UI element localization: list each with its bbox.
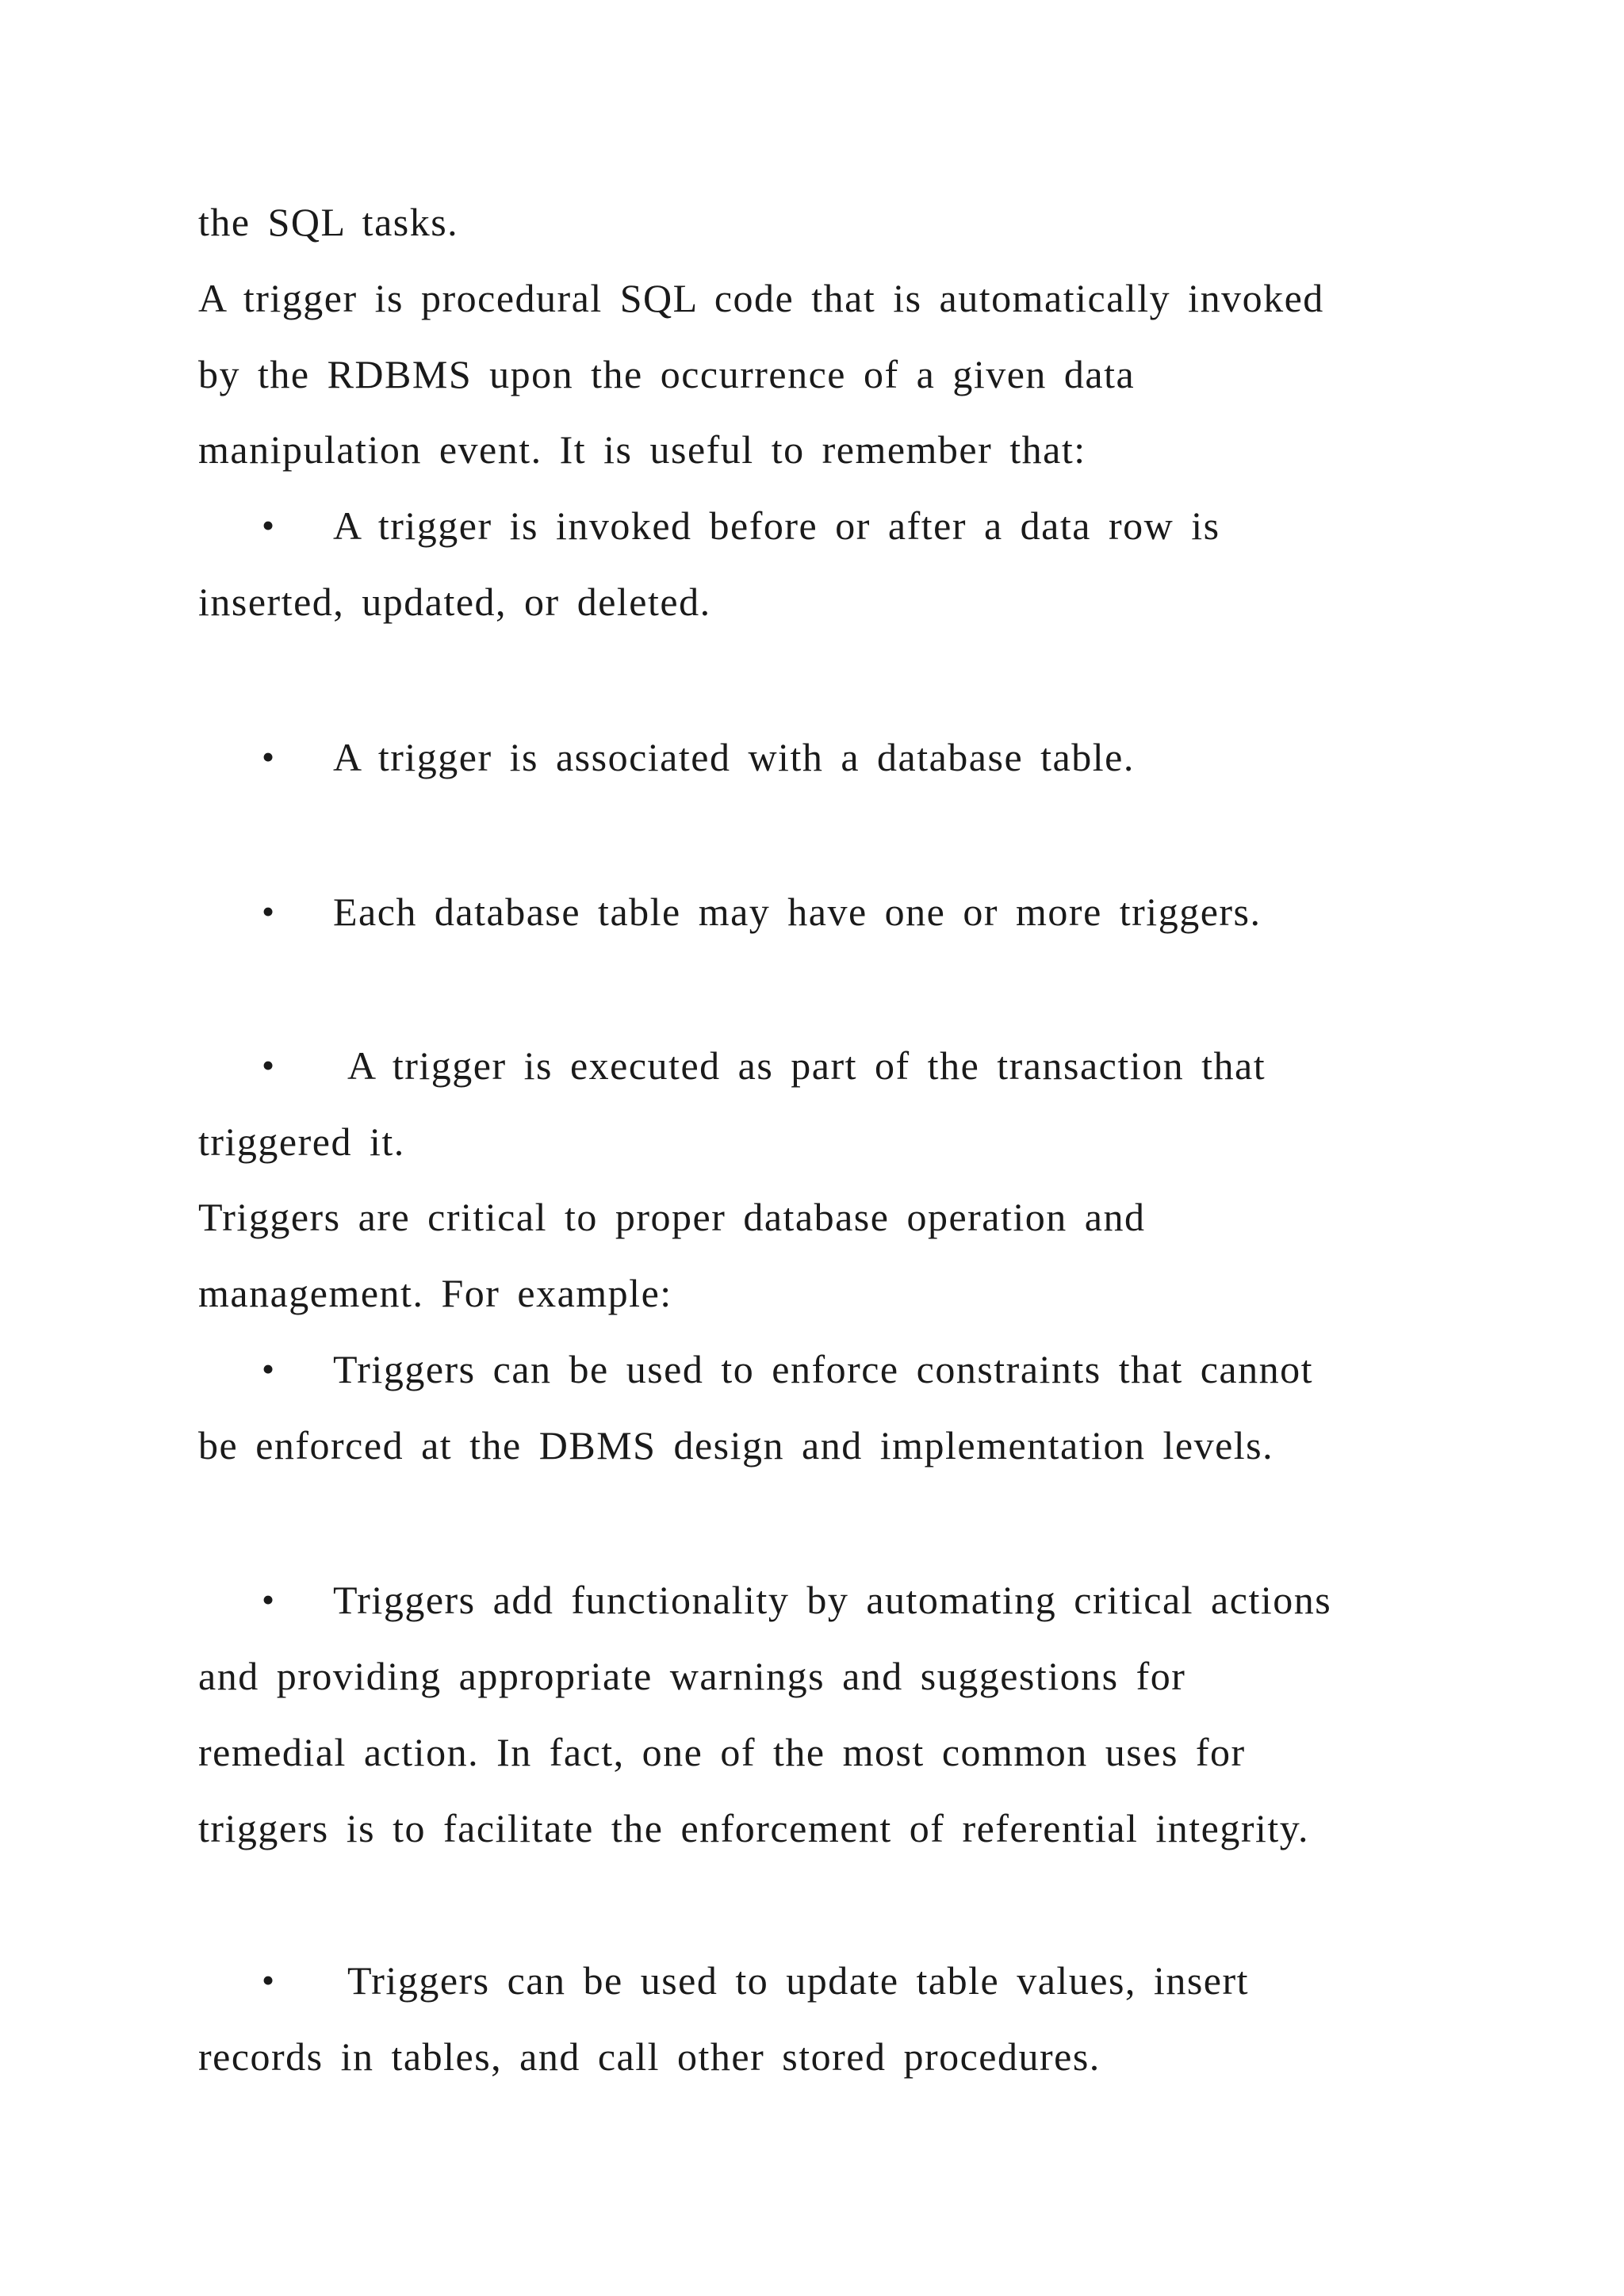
list-item-text: A trigger is invoked before or after a data row is [333,503,1220,548]
bullet-icon: • [262,737,275,777]
bullet-icon: • [262,1960,275,2000]
text-line: A trigger is procedural SQL code that is automatically invoked [198,276,1324,320]
list-item-text: Triggers can be used to enforce constraints that cannot [333,1347,1314,1391]
text-line: by the RDBMS upon the occurrence of a given data [198,352,1136,396]
list-item-continuation: triggers is to facilitate the enforcement of referential integrity. [198,1806,1309,1850]
list-item-text: A trigger is associated with a database table. [333,735,1135,779]
bullet-icon: • [262,891,275,932]
text-line: management. For example: [198,1271,672,1315]
bullet-icon: • [262,1579,275,1620]
list-item-text: Triggers can be used to update table values, insert [347,1958,1250,2003]
list-item-text: A trigger is executed as part of the transaction that [347,1043,1266,1088]
list-item-continuation: and providing appropriate warnings and suggestions for [198,1654,1186,1698]
bullet-icon: • [262,1045,275,1085]
list-item-continuation: remedial action. In fact, one of the most common uses for [198,1730,1246,1774]
list-item-text: Each database table may have one or more triggers. [333,890,1262,934]
list-item-continuation: be enforced at the DBMS design and implementation levels. [198,1423,1274,1468]
text-line: manipulation event. It is useful to remember that: [198,427,1086,472]
text-line: the SQL tasks. [198,200,459,244]
list-item-continuation: records in tables, and call other stored procedures. [198,2034,1101,2079]
bullet-icon: • [262,505,275,545]
list-item-text: Triggers add functionality by automating critical actions [333,1578,1332,1622]
text-line: Triggers are critical to proper database operation and [198,1195,1146,1239]
bullet-icon: • [262,1349,275,1389]
list-item-continuation: inserted, updated, or deleted. [198,580,711,624]
list-item-continuation: triggered it. [198,1119,405,1164]
